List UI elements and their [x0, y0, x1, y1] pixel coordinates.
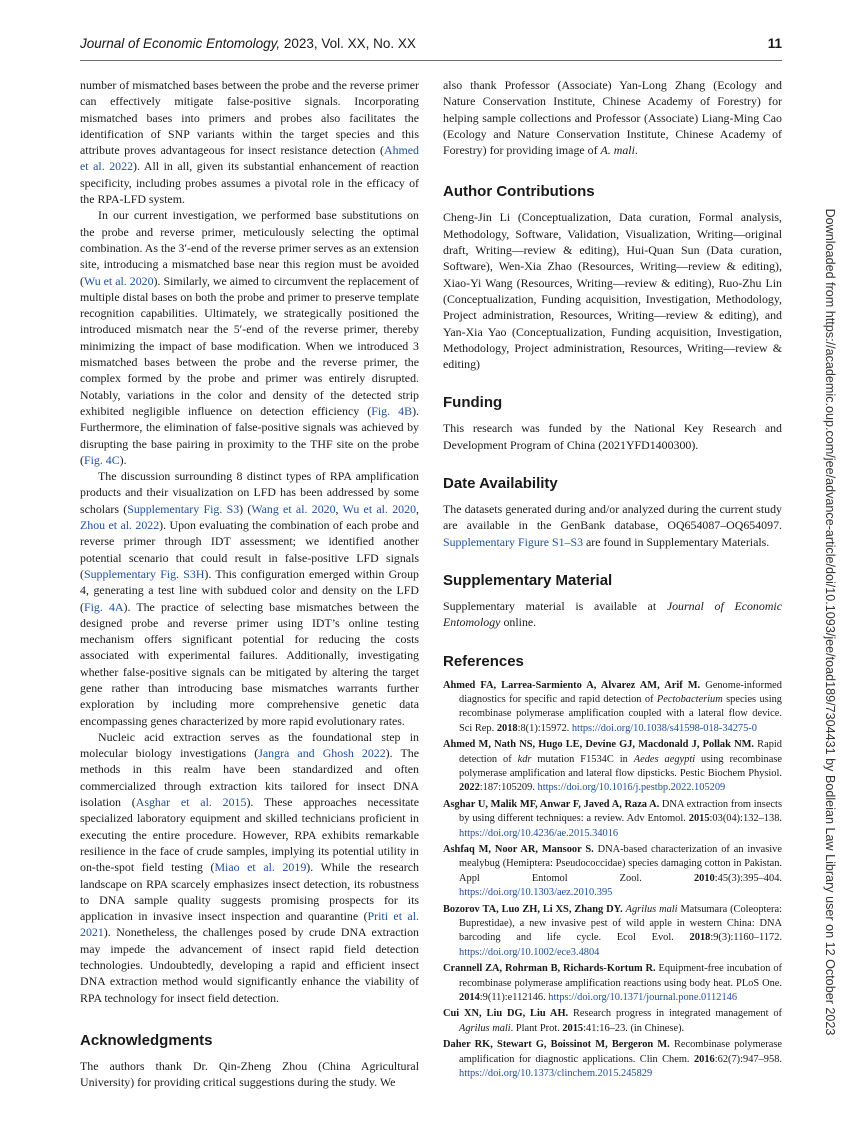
- citation-link[interactable]: https://doi.org/10.1303/aez.2010.395: [459, 887, 613, 899]
- text-run: The discussion surrounding 8 distinct types of RPA amplification products and their visualization on LFD has been addressed by some scholars (: [80, 469, 419, 516]
- data-availability-text: [443, 501, 782, 550]
- text-run: ). All in all, given its substantial enhancement of reaction specificity, including probes assumes a pivotal role in the efficacy of the RPA-LFD system.: [80, 159, 419, 207]
- citation-link[interactable]: https://doi.org/10.1371/journal.pone.0112146: [548, 992, 738, 1004]
- text-run: 2015: [562, 1022, 584, 1034]
- text-run: The datasets generated during and/or analyzed during the current study are available in the GenBank database, OQ654087–OQ654097.: [443, 502, 782, 533]
- citation-link[interactable]: https://doi.org/10.4236/ae.2015.34016: [459, 827, 619, 839]
- reference-item: [443, 843, 782, 901]
- text-run: kdr: [517, 753, 532, 765]
- text-run: Nucleic acid extraction serves as the foundational step in molecular biology investigations (: [80, 729, 419, 761]
- text-run: ).: [119, 452, 127, 467]
- author-contributions-text: [443, 209, 782, 372]
- text-run: Genome-informed diagnostics for specific and rapid detection of: [459, 679, 782, 705]
- volume-info: 2023, Vol. XX, No. XX: [280, 36, 416, 51]
- text-run: species using recombinase polymerase amplification coupled with a lateral flow device. Sci Rep.: [459, 693, 782, 734]
- supplementary-text: [443, 598, 782, 631]
- text-run: Bozorov TA, Luo ZH, Li XS, Zhang DY.: [443, 903, 623, 915]
- text-run: . Plant Prot.: [510, 1022, 563, 1034]
- citation-link[interactable]: Wang et al. 2020: [251, 501, 336, 516]
- text-run: :45(3):395–404.: [714, 872, 782, 884]
- reference-item: [443, 1007, 782, 1036]
- paragraph: [80, 468, 419, 729]
- author-contributions-heading: Author Contributions: [443, 183, 595, 201]
- text-run: :41:16–23. (in Chinese).: [583, 1022, 685, 1034]
- running-header: [80, 36, 782, 56]
- text-run: ). The practice of selecting base mismatches between the designed probe and reverse primer using IDT’s online testing mechanism offers significant potential for reducing the costs associated with experimental failures. Additionally, investigating whether false-positive signals can be mitigated by altering the target gene rather than introducing base mismatches warrants further exploration by including more comprehensive genetic data encompassing genes characterized by more rapid evolutionary rates.: [80, 599, 419, 728]
- funding-text: [443, 420, 782, 453]
- citation-link[interactable]: https://doi.org/10.1373/clinchem.2015.245829: [459, 1068, 653, 1080]
- text-run: 2022: [459, 782, 480, 794]
- text-run: Equipment-free incubation of recombinase polymerase amplification reactions using body heat. PLoS One.: [459, 963, 782, 989]
- text-run: ) (: [239, 501, 252, 516]
- text-run: Daher RK, Stewart G, Boissinot M, Bergeron M.: [443, 1039, 670, 1051]
- text-run: ,: [335, 501, 343, 516]
- text-run: Crannell ZA, Rohrman B, Richards-Kortum R.: [443, 963, 656, 975]
- text-run: A. mali: [600, 143, 635, 158]
- text-run: ). While the research landscape on RPA scarcely emphasizes insect detection, its robustness to DNA sample quality suggests promising prospects for its application in invasive insect inspection and quarantine (: [80, 860, 419, 924]
- citation-link[interactable]: Asghar et al. 2015: [135, 795, 247, 810]
- reference-list: [443, 679, 782, 1082]
- text-run: Agrilus mali: [459, 1022, 511, 1034]
- text-run: 2010: [693, 872, 715, 884]
- text-run: mutation F1534C in: [531, 753, 634, 765]
- text-run: In our current investigation, we performed base substitutions on the probe and reverse primer, meticulously selecting the optimal combination. As the 3′-end of the reverse primer serves as an extension site, introducing a mismatched base near this region must be avoided (: [80, 208, 419, 288]
- citation-link[interactable]: Priti et al. 2021: [80, 909, 419, 940]
- citation-link[interactable]: Fig. 4A: [83, 599, 124, 614]
- acknowledgments-heading: Acknowledgments: [80, 1031, 213, 1049]
- left-column: [80, 77, 419, 1091]
- paragraph: [80, 207, 419, 468]
- acknowledgments-text-cont: [443, 77, 782, 158]
- citation-link[interactable]: Supplementary Fig. S3H: [83, 566, 205, 581]
- acknowledgments-text: [80, 1058, 419, 1091]
- text-run: 2015: [688, 813, 710, 825]
- download-watermark: [820, 208, 840, 1036]
- text-run: Ahmed FA, Larrea-Sarmiento A, Alvarez AM, Arif M.: [443, 679, 701, 691]
- citation-link[interactable]: Supplementary Figure S1–S3: [443, 534, 584, 549]
- citation-link[interactable]: Ahmed et al. 2022: [80, 143, 419, 174]
- text-run: Agrilus mali: [625, 903, 678, 915]
- text-run: number of mismatched bases between the probe and the reverse primer can effectively mitigate false-positive signals. Incorporating mismatched bases into primers and probes also facilitates the identification of SNP variants within the target species and this attribute proves advantageous for insect resistance detection (: [80, 78, 419, 158]
- text-run: :9(11):e112146.: [479, 992, 549, 1004]
- supplementary-heading: Supplementary Material: [443, 571, 613, 589]
- text-run: This research was funded by the National Key Research and Development Program of China (2021YFD1400300).: [443, 421, 782, 452]
- text-run: also thank Professor (Associate) Yan-Long Zhang (Ecology and Nature Conservation Institute, Chinese Academy of Forestry) for helping sample collections and Professor (Associate) Liang-Ming Cao (Ecology and Nature Conservation Institute, Chinese Academy of Forestry) for providing image of: [443, 78, 782, 158]
- text-run: 2018: [496, 722, 518, 734]
- text-run: :62(7):947–958.: [714, 1053, 782, 1065]
- text-run: :8(1):15972.: [517, 722, 572, 734]
- text-run: ). Nonetheless, the challenges posed by crude DNA extraction may impede the advancement of insect rapid field detection technologies. Undoubtedly, developing a rapid and efficient insect DNA extraction method would significantly enhance the viability of RPA technology for insect field detection.: [80, 925, 419, 1005]
- citation-link[interactable]: https://doi.org/10.1016/j.pestbp.2022.105209: [537, 782, 726, 794]
- text-run: ). The methods in this realm have been standardized and often commercialized through extraction kits tailored for insect DNA isolation (: [80, 746, 419, 810]
- text-run: ,: [416, 501, 419, 516]
- right-column: [443, 77, 782, 1084]
- text-run: 2014: [459, 992, 480, 1004]
- citation-link[interactable]: https://doi.org/10.1002/ece3.4804: [459, 946, 600, 958]
- text-run: Ahmed M, Nath NS, Hugo LE, Devine GJ, Macdonald J, Pollak NM.: [443, 739, 754, 751]
- text-run: Ashfaq M, Noor AR, Mansoor S.: [443, 844, 594, 855]
- text-run: :9(3):1160–1172.: [710, 932, 782, 944]
- reference-item: [443, 1038, 782, 1081]
- reference-item: [443, 962, 782, 1005]
- text-run: Cheng-Jin Li (Conceptualization, Data curation, Formal analysis, Methodology, Software, Validation, Visualization, Writing—original draft, Writing—review & editing), Hui-Quan Sun (Data curation, Software), Wen-Xia Zhao (Resources, Writing—review & editing), Xiao-Yi Wang (Resources, Writing—review & editing), Ruo-Zhu Lin (Conceptualization, Funding acquisition, Investigation, Methodology, Project administration, Resources, Writing—review & editing), and Yan-Xia Yao (Conceptualization, Funding acquisition, Investigation, Methodology, Project administration, Resources, Writing—review & editing): [443, 210, 782, 372]
- paragraph: [80, 77, 419, 207]
- text-run: Journal of Economic Entomology: [443, 598, 782, 630]
- text-run: DNA-based characterization of an invasive mealybug (Hemiptera: Pseudococcidae) species damaging cotton in Pakistan. Appl Entomol Zool.: [459, 844, 782, 884]
- citation-link[interactable]: Fig. 4C: [83, 452, 120, 467]
- text-run: ). Upon evaluating the combination of each probe and reverse primer through IDT assessment; we identified another potential scenario that could result in false-positive LFD signals (: [80, 518, 419, 581]
- text-run: Asghar U, Malik MF, Anwar F, Javed A, Raza A.: [443, 798, 660, 810]
- citation-link[interactable]: Miao et al. 2019: [214, 860, 307, 875]
- reference-item: [443, 903, 782, 961]
- text-run: online.: [500, 615, 537, 630]
- journal-name: Journal of Economic Entomology,: [80, 36, 281, 51]
- citation-link[interactable]: Zhou et al. 2022: [80, 518, 160, 533]
- reference-item: [443, 738, 782, 796]
- text-run: ). Similarly, we aimed to circumvent the replacement of multiple distal bases on both the probe and primer to preserve template recognition capabilities. Ultimately, we strategically positioned the introduced mismatch near the 5′-end of the reverse primer, thereby minimizing the impact of base modification. When we introduced 3 mismatched bases between the probe and the reverse primer, the complex formed by the probe and primer was entirely disrupted. Notably, variations in the color and density of the detected strip exhibited negligible influence on detection efficiency (: [80, 273, 419, 418]
- reference-item: [443, 679, 782, 737]
- text-run: :03(04):132–138.: [709, 813, 782, 825]
- reference-item: [443, 798, 782, 841]
- citation-link[interactable]: Wu et al. 2020: [83, 273, 154, 288]
- page-number: 11: [767, 36, 782, 51]
- text-run: are found in Supplementary Materials.: [583, 534, 770, 549]
- text-run: :187:105209.: [479, 782, 538, 794]
- text-run: Pectobacterium: [656, 693, 723, 705]
- text-run: Rapid detection of: [459, 739, 782, 765]
- text-run: The authors thank Dr. Qin-Zheng Zhou (China Agricultural University) for providing critical suggestions during the study. We: [80, 1058, 419, 1090]
- citation-link[interactable]: Wu et al. 2020: [342, 501, 417, 516]
- citation-link[interactable]: Jangra and Ghosh 2022: [258, 746, 386, 761]
- paragraph: [80, 729, 419, 1006]
- citation-link[interactable]: Fig. 4B: [371, 403, 413, 418]
- text-run: using recombinase polymerase amplification and lateral flow dipsticks. Pestic Biochem Physiol.: [459, 753, 783, 779]
- text-run: ). This configuration emerged within Group 4, generating a test line with subdued color and density on the LFD (: [80, 566, 419, 614]
- text-run: ). These approaches necessitate specialized laboratory equipment and skilled technicians proficient in executing the entire procedure. However, RPA exhibits remarkable resilience in the face of crude samples, implying its potential utility in on-the-spot field testing (: [80, 795, 419, 875]
- text-run: 2016: [693, 1053, 715, 1065]
- text-run: Cui XN, Liu DG, Liu AH.: [443, 1008, 569, 1020]
- citation-link[interactable]: https://doi.org/10.1038/s41598-018-34275-0: [571, 722, 757, 734]
- text-run: 2018: [689, 932, 711, 944]
- text-run: Matsumara (Coleoptera: Buprestidae), a new invasive pest of wild apple in western China: DNA barcoding and life cycle. Ecol Evol.: [459, 903, 782, 944]
- text-run: Research progress in integrated management of: [568, 1008, 783, 1020]
- text-run: Aedes aegypti: [633, 753, 696, 765]
- download-note: Downloaded from https://academic.oup.com/jee/advance-article/doi/10.1093/jee/toad189/7304431 by Bodleian Law Library user on 12 October 2023: [823, 208, 837, 1036]
- text-run: Supplementary material is available at: [443, 598, 667, 613]
- header-rule: [80, 60, 782, 61]
- text-run: ). Furthermore, the elimination of false-positive signals was achieved by disrupting the base pairing in proximity to the THF site on the probe (: [80, 403, 419, 467]
- funding-heading: Funding: [443, 394, 503, 412]
- citation-link[interactable]: Supplementary Fig. S3: [127, 501, 240, 516]
- text-run: .: [634, 143, 638, 158]
- data-availability-heading: Date Availability: [443, 475, 558, 493]
- text-run: DNA extraction from insects by using different techniques: a review. Adv Entomol.: [459, 798, 782, 825]
- references-heading: References: [443, 652, 524, 670]
- text-run: Recombinase polymerase amplification for diagnostic applications. Clin Chem.: [459, 1039, 782, 1065]
